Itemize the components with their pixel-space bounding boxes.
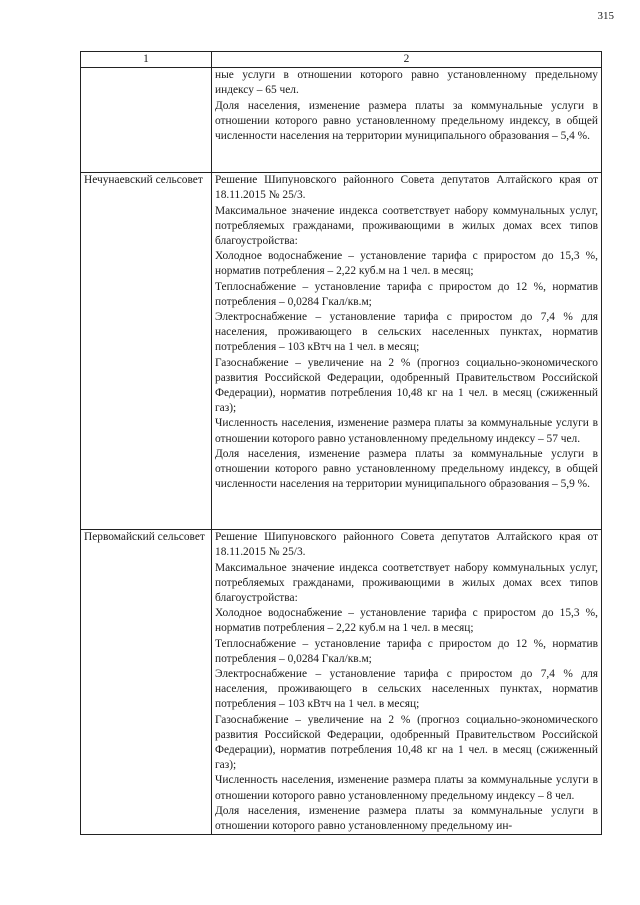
table-row	[81, 173, 602, 530]
settlement-table	[80, 51, 602, 835]
settlement-name: Первомайский сельсовет	[81, 530, 212, 835]
table-header-row	[81, 52, 602, 68]
paragraph: Теплоснабжение – установление тарифа с приростом до 12 %, норматив потребления – 0,0284 Гкал/кв.м;	[215, 280, 598, 308]
paragraph: Численность населения, изменение размера платы за коммунальные услуги в отношении которого равно установленному предельному индексу – 57 чел.	[215, 417, 598, 445]
paragraph: ные услуги в отношении которого равно установленному предельному индексу – 65 чел.	[215, 69, 598, 97]
paragraph: Доля населения, изменение размера платы за коммунальные услуги в отношении которого равно установленному предельному индексу, в общей численности населения на территории муниципального образования – 5,4 %.	[215, 99, 598, 143]
page-number: 315	[597, 10, 614, 22]
paragraph: Максимальное значение индекса соответствует набору коммунальных услуг, потребляемых гражданами, проживающими в жилых домах всех типов благоустройства:	[215, 561, 598, 605]
table-row	[81, 530, 602, 835]
settlement-name: Нечунаевский сельсовет	[81, 173, 212, 530]
settlement-description	[212, 530, 602, 835]
column-header-2: 2	[212, 52, 602, 68]
settlement-description	[212, 68, 602, 173]
paragraph: Холодное водоснабжение – установление тарифа с приростом до 15,3 %, норматив потребления – 2,22 куб.м на 1 чел. в месяц;	[215, 607, 598, 635]
settlement-name	[81, 68, 212, 173]
paragraph: Газоснабжение – увеличение на 2 % (прогноз социально-экономического развития Российской Федерации, одобренный Правительством Российской Федерации), норматив потребления 10,48 кг на 1 чел. в месяц (сжиженный газ);	[215, 356, 598, 415]
settlement-description	[212, 173, 602, 530]
paragraph: Электроснабжение – установление тарифа с приростом до 7,4 % для населения, проживающего в сельских населенных пунктах, норматив потребления – 103 кВтч на 1 чел. в месяц;	[215, 668, 598, 711]
paragraph: Доля населения, изменение размера платы за коммунальные услуги в отношении которого равно установленному предельному ин-	[215, 804, 598, 833]
paragraph: Холодное водоснабжение – установление тарифа с приростом до 15,3 %, норматив потребления – 2,22 куб.м на 1 чел. в месяц;	[215, 250, 598, 278]
paragraph: Максимальное значение индекса соответствует набору коммунальных услуг, потребляемых гражданами, проживающими в жилых домах всех типов благоустройства:	[215, 204, 598, 248]
table-row	[81, 68, 602, 173]
paragraph: Решение Шипуновского районного Совета депутатов Алтайского края от 18.11.2015 № 25/3.	[215, 531, 598, 559]
paragraph: Решение Шипуновского районного Совета депутатов Алтайского края от 18.11.2015 № 25/3.	[215, 174, 598, 202]
paragraph: Теплоснабжение – установление тарифа с приростом до 12 %, норматив потребления – 0,0284 Гкал/кв.м;	[215, 637, 598, 665]
paragraph: Электроснабжение – установление тарифа с приростом до 7,4 % для населения, проживающего в сельских населенных пунктах, норматив потребления – 103 кВтч на 1 чел. в месяц;	[215, 311, 598, 354]
paragraph: Доля населения, изменение размера платы за коммунальные услуги в отношении которого равно установленному предельному индексу, в общей численности населения на территории муниципального образования – 5,9 %.	[215, 447, 598, 491]
paragraph: Газоснабжение – увеличение на 2 % (прогноз социально-экономического развития Российской Федерации, одобренный Правительством Российской Федерации), норматив потребления 10,48 кг на 1 чел. в месяц (сжиженный газ);	[215, 713, 598, 772]
paragraph: Численность населения, изменение размера платы за коммунальные услуги в отношении которого равно установленному предельному индексу – 8 чел.	[215, 774, 598, 802]
column-header-1: 1	[81, 52, 212, 68]
